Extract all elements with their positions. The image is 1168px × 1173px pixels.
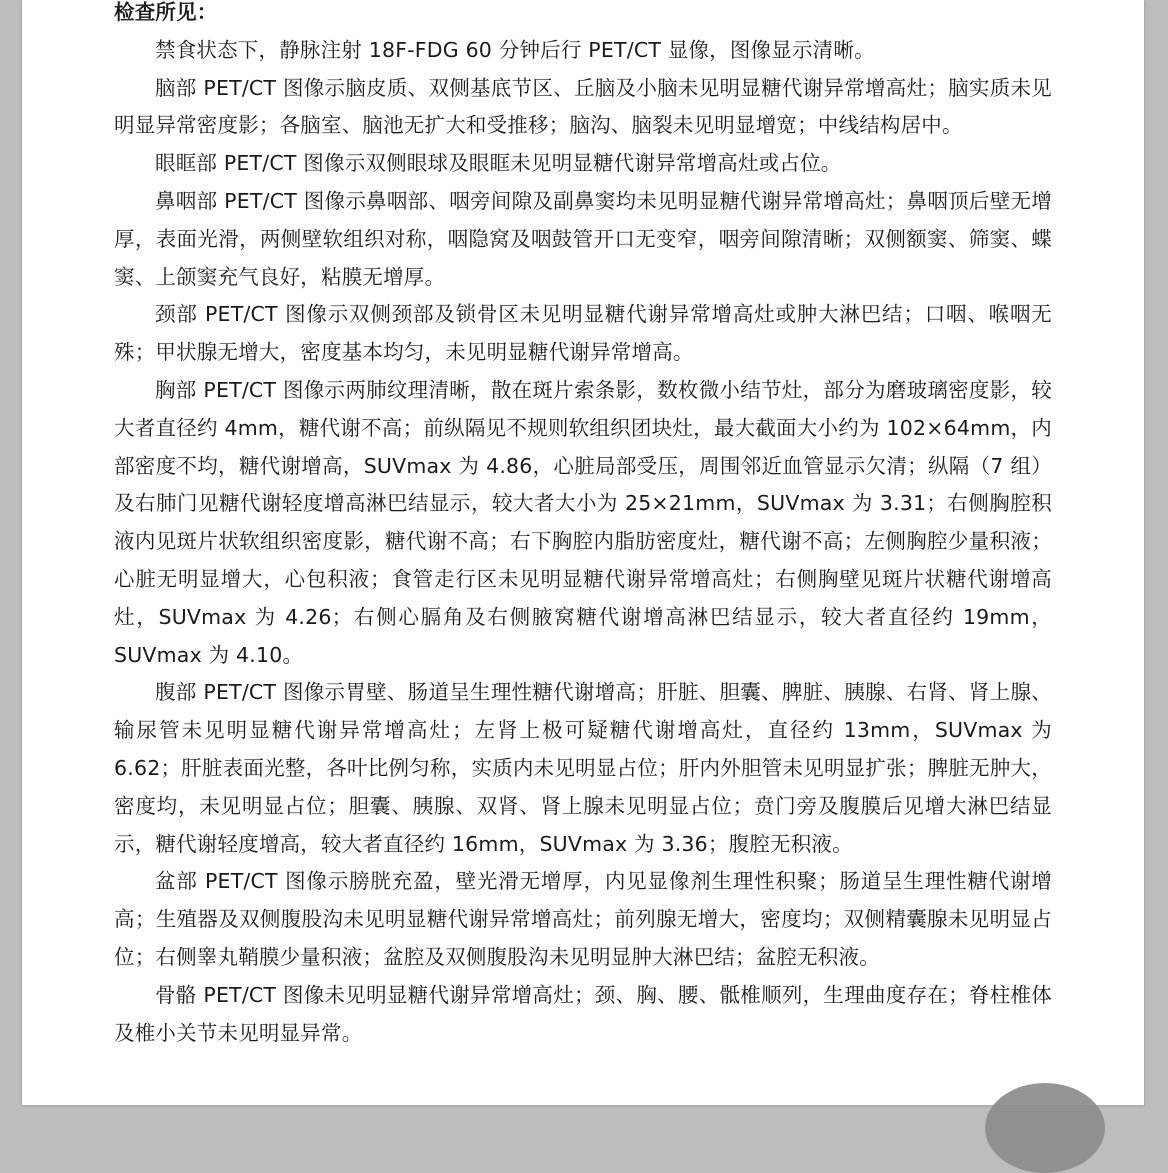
paragraph-pelvis: 盆部 PET/CT 图像示膀胱充盈，壁光滑无增厚，内见显像剂生理性积聚；肠道呈生理性糖代谢增高；生殖器及双侧腹股沟未见明显糖代谢异常增高灶；前列腺无增大，密度均；双侧精囊腺未见明显占位；右侧睾丸鞘膜少量积液；盆腔及双侧腹股沟未见明显肿大淋巴结；盆腔无积液。 <box>114 869 1052 969</box>
floating-action-button[interactable] <box>985 1083 1105 1173</box>
paragraph-neck: 颈部 PET/CT 图像示双侧颈部及锁骨区未见明显糖代谢异常增高灶或肿大淋巴结；口咽、喉咽无殊；甲状腺无增大，密度基本均匀，未见明显糖代谢异常增高。 <box>114 302 1052 365</box>
paragraph-brain: 脑部 PET/CT 图像示脑皮质、双侧基底节区、丘脑及小脑未见明显糖代谢异常增高灶；脑实质未见明显异常密度影；各脑室、脑池无扩大和受推移；脑沟、脑裂未见明显增宽；中线结构居中。 <box>114 75 1052 138</box>
paragraph-skeleton: 骨骼 PET/CT 图像未见明显糖代谢异常增高灶；颈、胸、腰、骶椎顺列，生理曲度存在；脊柱椎体及椎小关节未见明显异常。 <box>114 982 1052 1045</box>
paragraph-abdomen: 腹部 PET/CT 图像示胃壁、肠道呈生理性糖代谢增高；肝脏、胆囊、脾脏、胰腺、右肾、肾上腺、输尿管未见明显糖代谢异常增高灶；左肾上极可疑糖代谢增高灶，直径约 13mm，SUVmax 为 6.62；肝脏表面光整，各叶比例匀称，实质内未见明显占位；肝内外胆管未见明显扩张；脾脏无肿大，密度均，未见明显占位；胆囊、胰腺、双肾、肾上腺未见明显占位；贲门旁及腹膜后见增大淋巴结显示，糖代谢轻度增高，较大者直径约 16mm，SUVmax 为 3.36；腹腔无积液。 <box>114 680 1052 856</box>
document-page <box>22 0 1144 1105</box>
paragraph-orbit: 眼眶部 PET/CT 图像示双侧眼球及眼眶未见明显糖代谢异常增高灶或占位。 <box>155 151 842 176</box>
paragraph-chest: 胸部 PET/CT 图像示两肺纹理清晰，散在斑片索条影，数枚微小结节灶，部分为磨玻璃密度影，较大者直径约 4mm，糖代谢不高；前纵隔见不规则软组织团块灶，最大截面大小约为 102×64mm，内部密度不均，糖代谢增高，SUVmax 为 4.86，心脏局部受压，周围邻近血管显示欠清；纵隔（7 组）及右肺门见糖代谢轻度增高淋巴结显示，较大者大小为 25×21mm，SUVmax 为 3.31；右侧胸腔积液内见斑片状软组织密度影，糖代谢不高；右下胸腔内脂肪密度灶，糖代谢不高；左侧胸腔少量积液；心脏无明显增大，心包积液；食管走行区未见明显糖代谢异常增高灶；右侧胸壁见斑片状糖代谢增高灶，SUVmax 为 4.26；右侧心膈角及右侧腋窝糖代谢增高淋巴结显示，较大者直径约 19mm，SUVmax 为 4.10。 <box>114 377 1052 667</box>
paragraph-nasopharynx: 鼻咽部 PET/CT 图像示鼻咽部、咽旁间隙及副鼻窦均未见明显糖代谢异常增高灶；鼻咽顶后壁无增厚，表面光滑，两侧壁软组织对称，咽隐窝及咽鼓管开口无变窄，咽旁间隙清晰；双侧额窦、筛窦、蝶窦、上颌窦充气良好，粘膜无增厚。 <box>114 188 1052 289</box>
findings-heading: 检查所见： <box>114 0 218 24</box>
report-body <box>114 0 1052 1052</box>
paragraph-fasting-protocol: 禁食状态下，静脉注射 18F-FDG 60 分钟后行 PET/CT 显像，图像显示清晰。 <box>155 37 875 62</box>
